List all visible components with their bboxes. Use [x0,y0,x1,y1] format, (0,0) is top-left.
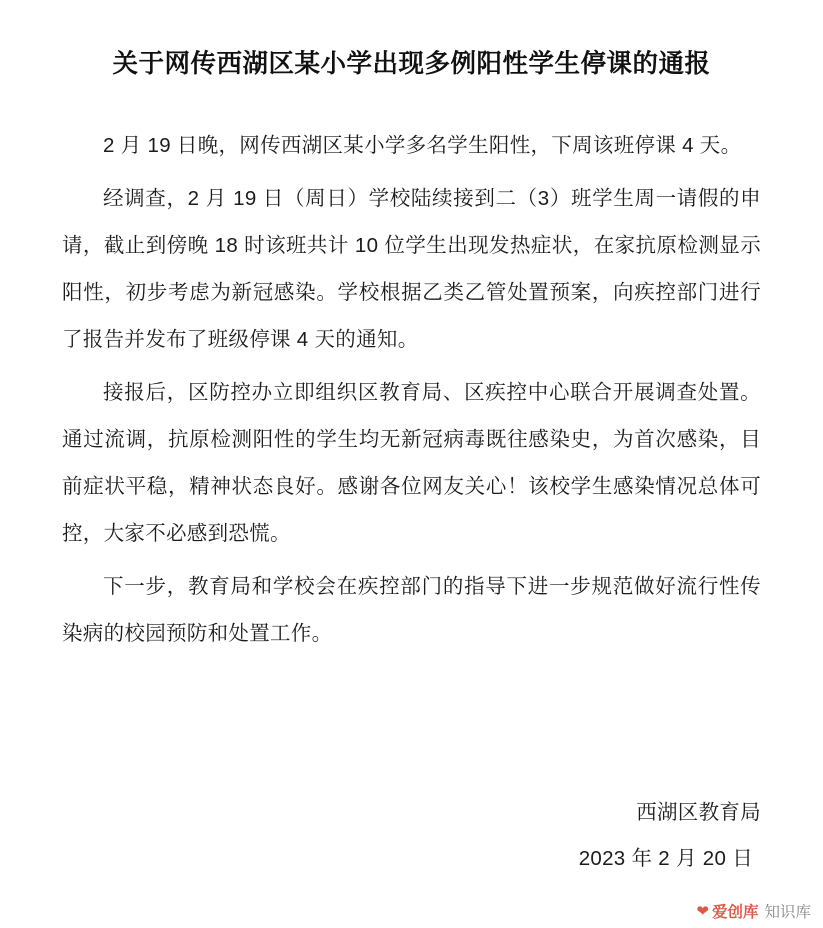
document-body [62,122,761,657]
paragraph: 下一步，教育局和学校会在疾控部门的指导下进一步规范做好流行性传染病的校园预防和处置工作。 [62,575,761,645]
watermark-brand-text: 爱创库 [711,904,759,921]
watermark [696,900,811,922]
paragraph: 接报后，区防控办立即组织区教育局、区疾控中心联合开展调查处置。通过流调，抗原检测阳性的学生均无新冠病毒既往感染史，为首次感染，目前症状平稳，精神状态良好。感谢各位网友关心！该校学生感染情况总体可控，大家不必感到恐慌。 [62,381,761,545]
paragraph: 2 月 19 日晚，网传西湖区某小学多名学生阳性，下周该班停课 4 天。 [103,134,742,157]
watermark-brand [696,900,758,922]
page-title: 关于网传西湖区某小学出现多例阳性学生停课的通报 [112,50,711,78]
watermark-site-text: 知识库 [764,904,811,921]
signature-organization: 西湖区教育局 [636,801,761,824]
signature-block [579,790,761,882]
signature-date: 2023 年 2 月 20 日 [578,847,753,870]
heart-icon: ❤ [696,902,709,920]
paragraph: 经调查，2 月 19 日（周日）学校陆续接到二（3）班学生周一请假的申请，截止到傍晚 18 时该班共计 10 位学生出现发热症状，在家抗原检测显示阳性，初步考虑为新冠感染。学校根据乙类乙管处置预案，向疾控部门进行了报告并发布了班级停课 4 天的通知。 [62,187,761,351]
